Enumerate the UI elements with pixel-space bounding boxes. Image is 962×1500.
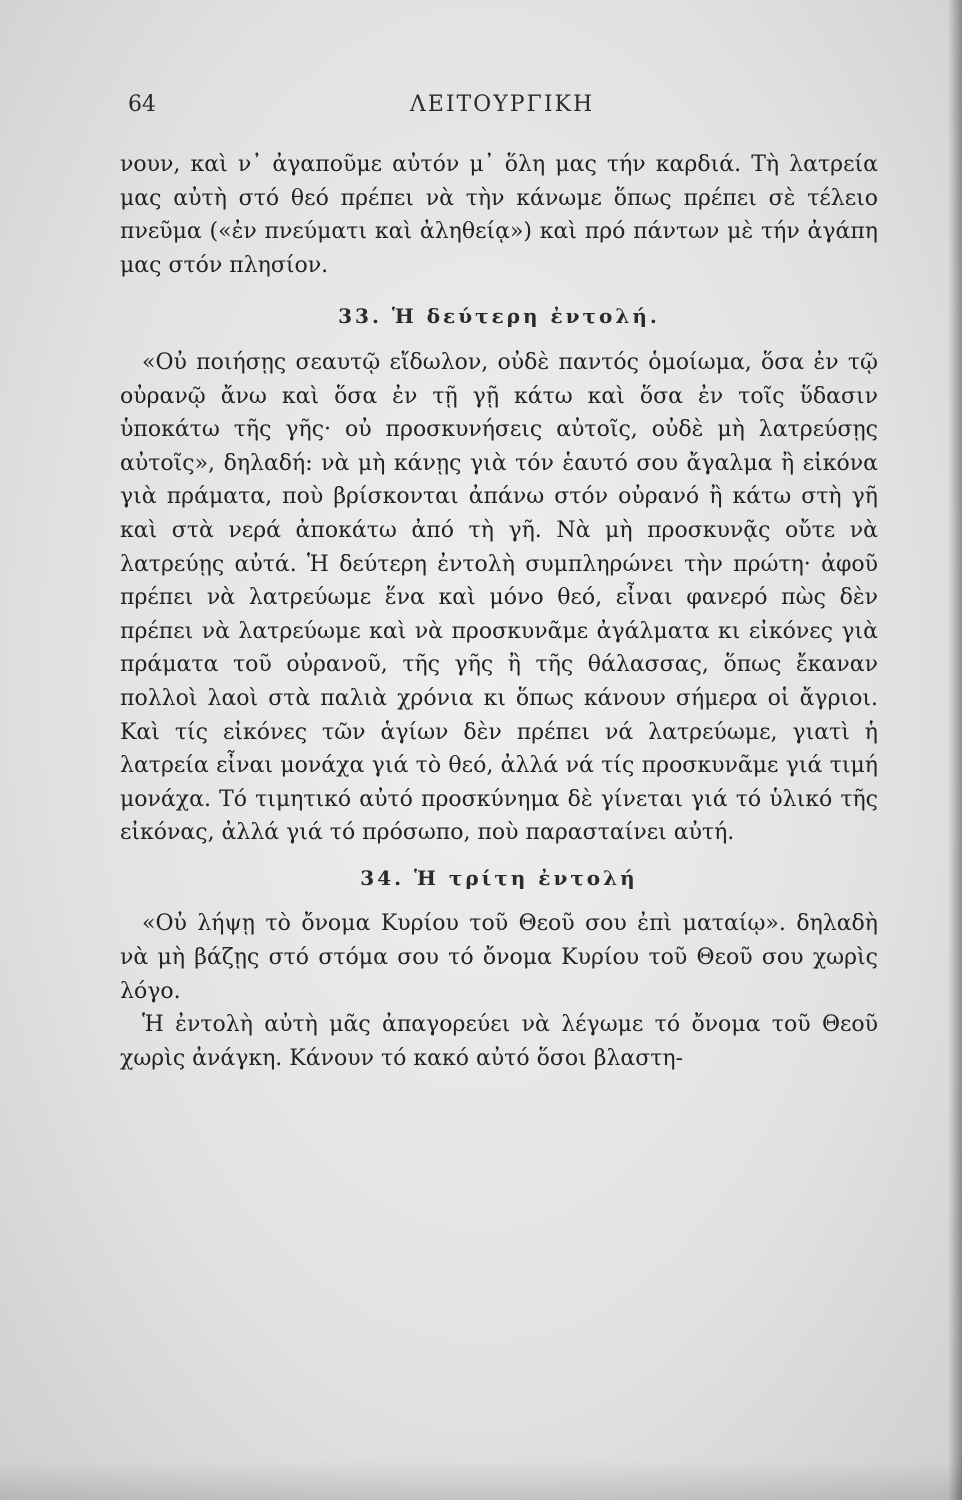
spacer (120, 334, 878, 346)
paragraph-third-commandment: «Οὐ λήψῃ τὸ ὄνομα Κυρίου τοῦ Θεοῦ σου ἐπὶ ματαίῳ». δηλαδὴ νὰ μὴ βάζῃς στό στόμα σου τό ὄνομα Κυρίου τοῦ Θεοῦ σου χωρὶς λόγο. (120, 911, 878, 1004)
page-body (120, 148, 878, 1075)
running-header (128, 92, 876, 124)
section-heading-34: 34. Ἡ τρίτη ἐντολή (360, 865, 638, 890)
paragraph-continuation: νουν, καὶ ν᾿ ἀγαποῦμε αὐτόν μ᾿ ὅλη μας τήν καρδιά. Τὴ λατρεία μας αὐτὴ στό θεό πρέπει νὰ τὴν κάνωμε ὅπως πρέπει σὲ τέλειο πνεῦμα («ἐν πνεύματι καὶ ἀληθείᾳ») καὶ πρό πάντων μὲ τήν ἀγάπη μας στόν πλησίον. (120, 152, 878, 278)
paragraph-second-commandment: «Οὐ ποιήσῃς σεαυτῷ εἴδωλον, οὐδὲ παντός ὁμοίωμα, ὅσα ἐν τῷ οὐρανῷ ἄνω καὶ ὅσα ἐν τῇ γῇ κάτω καὶ ὅσα ἐν τοῖς ὕδασιν ὑποκάτω τῆς γῆς· οὐ προσκυνήσεις αὐτοῖς, οὐδὲ μὴ λατρεύσῃς αὐτοῖς», δηλαδή: νὰ μὴ κάνῃς γιὰ τόν ἑαυτό σου ἄγαλμα ἢ εἰκόνα γιὰ πράματα, ποὺ βρίσκονται ἀπάνω στόν οὐρανό ἢ κάτω στὴ γῆ καὶ στὰ νερά ἀποκάτω ἀπό τὴ γῆ. Νὰ μὴ προσκυνᾷς οὔτε νὰ λατρεύῃς αὐτά. Ἡ δεύτερη ἐντολὴ συμπληρώνει τὴν πρώτη· ἀφοῦ πρέπει νὰ λατρεύωμε ἕνα καὶ μόνο θεό, εἶναι φανερό πὼς δὲν πρέπει νὰ λατρεύωμε καὶ νὰ προσκυνᾶμε ἀγάλματα κι εἰκόνες γιὰ πράματα τοῦ οὐρανοῦ, τῆς γῆς ἢ τῆς θάλασσας, ὅπως ἔκαναν πολλοὶ λαοὶ στὰ παλιὰ χρόνια κι ὅπως κάνουν σήμερα οἱ ἄγριοι. Καὶ τίς εἰκόνες τῶν ἁγίων δὲν πρέπει νά λατρεύωμε, γιατὶ ἡ λατρεία εἶναι μονάχα γιά τὸ θεό, ἀλλά νά τίς προσκυνᾶμε γιά τιμή μονάχα. Τό τιμητικό αὐτό προσκύνημα δὲ γίνεται γιά τό ὑλικό τῆς εἰκόνας, ἀλλά γιά τό πρόσωπο, ποὺ παρασταίνει αὐτή. (120, 349, 878, 846)
page-bottom-shadow (0, 1460, 962, 1500)
spacer (120, 850, 878, 862)
spacer (120, 282, 878, 300)
page-edge-shadow (948, 0, 962, 1500)
page-number: 64 (128, 92, 156, 117)
running-title: ΛΕΙΤΟΥΡΓΙΚΗ (409, 92, 595, 117)
paragraph-explanation: Ἡ ἐντολὴ αὐτὴ μᾶς ἀπαγορεύει νὰ λέγωμε τό ὄνομα τοῦ Θεοῦ χωρὶς ἀνάγκη. Κάνουν τό κακό αὐτό ὅσοι βλαστη- (120, 1012, 878, 1071)
section-heading-33: 33. Ἡ δεύτερη ἐντολή. (338, 304, 660, 329)
spacer (120, 895, 878, 907)
